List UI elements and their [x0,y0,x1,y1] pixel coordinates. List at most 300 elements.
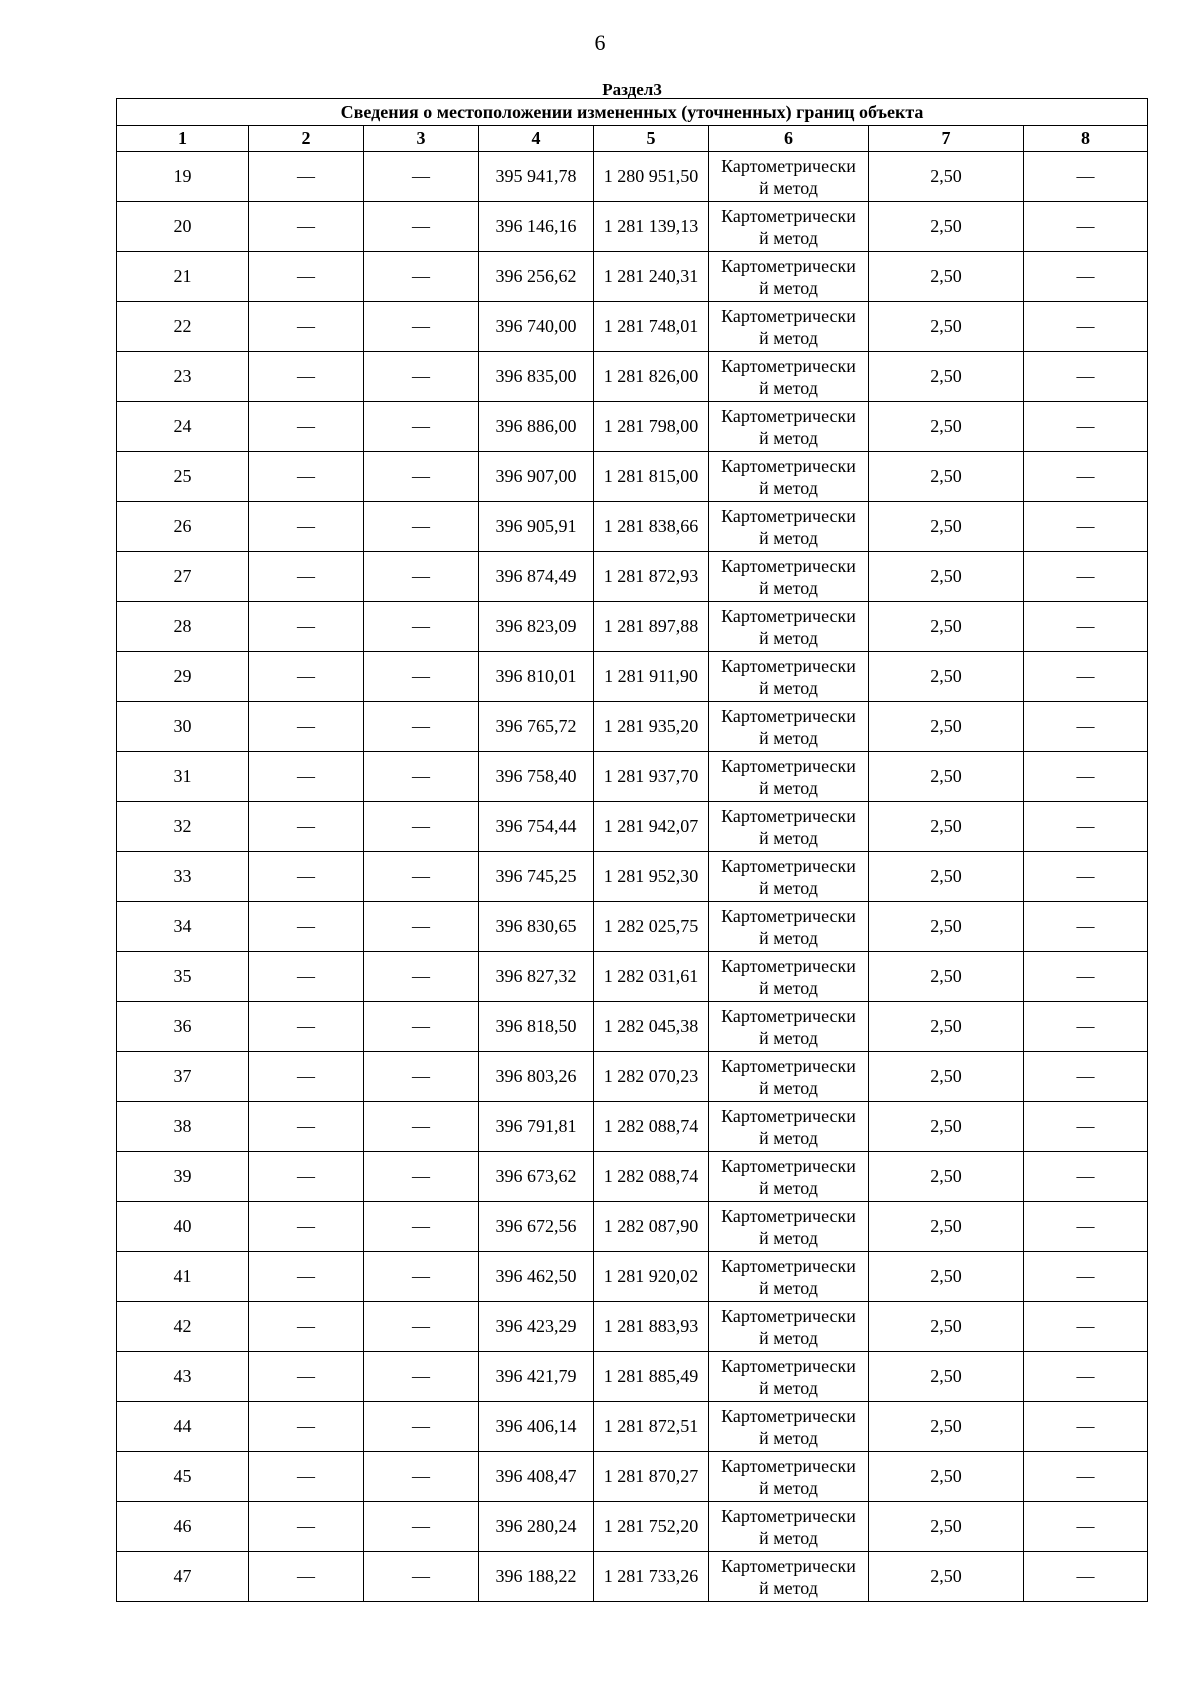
point-number-cell: 45 [117,1452,249,1502]
method-line-1: Картометрически [721,955,856,976]
x-coordinate-cell: 396 406,14 [479,1402,594,1452]
point-number-cell: 44 [117,1402,249,1452]
boundaries-table [116,80,1148,1602]
method-line-1: Картометрически [721,1355,856,1376]
y-coordinate-cell: 1 281 872,51 [594,1402,709,1452]
point-number-cell: 47 [117,1552,249,1602]
method-line-2: й метод [759,777,818,798]
y-coordinate-cell: 1 281 920,02 [594,1252,709,1302]
y-coordinate-cell: 1 281 815,00 [594,452,709,502]
method-line-1: Картометрически [721,555,856,576]
column-header: 2 [249,126,364,152]
col2-cell: — [249,302,364,352]
y-coordinate-cell: 1 280 951,50 [594,152,709,202]
method-cell [709,1302,869,1352]
accuracy-cell: 2,50 [869,1452,1024,1502]
method-line-1: Картометрически [721,755,856,776]
column-header: 5 [594,126,709,152]
table-row [117,502,1148,552]
col3-cell: — [364,152,479,202]
accuracy-cell: 2,50 [869,502,1024,552]
point-number-cell: 25 [117,452,249,502]
point-number-cell: 38 [117,1102,249,1152]
table-row [117,952,1148,1002]
col8-cell: — [1024,352,1148,402]
method-line-2: й метод [759,277,818,298]
section-title: Раздел3 [117,80,1148,99]
x-coordinate-cell: 396 188,22 [479,1552,594,1602]
col2-cell: — [249,1152,364,1202]
method-line-1: Картометрически [721,855,856,876]
x-coordinate-cell: 396 835,00 [479,352,594,402]
accuracy-cell: 2,50 [869,802,1024,852]
method-line-1: Картометрически [721,1305,856,1326]
col3-cell: — [364,1152,479,1202]
col2-cell: — [249,1552,364,1602]
col8-cell: — [1024,302,1148,352]
col3-cell: — [364,802,479,852]
table-row [117,1252,1148,1302]
method-cell [709,902,869,952]
col3-cell: — [364,1252,479,1302]
page-number: 6 [594,30,606,55]
point-number-cell: 19 [117,152,249,202]
col3-cell: — [364,452,479,502]
point-number-cell: 21 [117,252,249,302]
y-coordinate-cell: 1 281 870,27 [594,1452,709,1502]
method-line-1: Картометрически [721,505,856,526]
col3-cell: — [364,902,479,952]
col2-cell: — [249,1052,364,1102]
method-line-1: Картометрически [721,605,856,626]
col8-cell: — [1024,1502,1148,1552]
table-row [117,1102,1148,1152]
accuracy-cell: 2,50 [869,552,1024,602]
x-coordinate-cell: 396 408,47 [479,1452,594,1502]
point-number-cell: 30 [117,702,249,752]
col3-cell: — [364,1452,479,1502]
method-cell [709,452,869,502]
x-coordinate-cell: 396 818,50 [479,1002,594,1052]
col3-cell: — [364,702,479,752]
col8-cell: — [1024,1452,1148,1502]
col3-cell: — [364,302,479,352]
accuracy-cell: 2,50 [869,752,1024,802]
method-cell [709,1002,869,1052]
x-coordinate-cell: 396 256,62 [479,252,594,302]
method-line-1: Картометрически [721,155,856,176]
table-row [117,752,1148,802]
x-coordinate-cell: 396 827,32 [479,952,594,1002]
method-cell [709,1102,869,1152]
accuracy-cell: 2,50 [869,202,1024,252]
y-coordinate-cell: 1 281 752,20 [594,1502,709,1552]
column-header: 4 [479,126,594,152]
y-coordinate-cell: 1 281 240,31 [594,252,709,302]
col3-cell: — [364,752,479,802]
col8-cell: — [1024,1352,1148,1402]
x-coordinate-cell: 396 874,49 [479,552,594,602]
col2-cell: — [249,602,364,652]
y-coordinate-cell: 1 281 838,66 [594,502,709,552]
col8-cell: — [1024,1402,1148,1452]
method-line-2: й метод [759,177,818,198]
table-row [117,852,1148,902]
accuracy-cell: 2,50 [869,1502,1024,1552]
table-row [117,252,1148,302]
accuracy-cell: 2,50 [869,402,1024,452]
y-coordinate-cell: 1 282 088,74 [594,1102,709,1152]
method-line-1: Картометрически [721,455,856,476]
point-number-cell: 24 [117,402,249,452]
col8-cell: — [1024,752,1148,802]
accuracy-cell: 2,50 [869,1202,1024,1252]
col8-cell: — [1024,1052,1148,1102]
x-coordinate-cell: 396 886,00 [479,402,594,452]
method-cell [709,302,869,352]
col2-cell: — [249,1252,364,1302]
accuracy-cell: 2,50 [869,452,1024,502]
method-line-2: й метод [759,1027,818,1048]
method-line-2: й метод [759,1427,818,1448]
method-line-1: Картометрически [721,1255,856,1276]
col2-cell: — [249,1002,364,1052]
col3-cell: — [364,1002,479,1052]
accuracy-cell: 2,50 [869,702,1024,752]
col8-cell: — [1024,1152,1148,1202]
method-cell [709,1552,869,1602]
method-cell [709,402,869,452]
method-line-2: й метод [759,927,818,948]
method-line-1: Картометрически [721,1455,856,1476]
accuracy-cell: 2,50 [869,602,1024,652]
method-cell [709,152,869,202]
method-line-2: й метод [759,1527,818,1548]
point-number-cell: 37 [117,1052,249,1102]
method-cell [709,702,869,752]
col3-cell: — [364,502,479,552]
point-number-cell: 35 [117,952,249,1002]
col3-cell: — [364,852,479,902]
table-row [117,352,1148,402]
accuracy-cell: 2,50 [869,1152,1024,1202]
table-row [117,902,1148,952]
col2-cell: — [249,202,364,252]
method-line-2: й метод [759,1327,818,1348]
col8-cell: — [1024,152,1148,202]
table-row [117,202,1148,252]
table-row [117,1152,1148,1202]
x-coordinate-cell: 396 803,26 [479,1052,594,1102]
method-cell [709,1502,869,1552]
table-row [117,1452,1148,1502]
col2-cell: — [249,452,364,502]
method-cell [709,502,869,552]
col3-cell: — [364,652,479,702]
col2-cell: — [249,802,364,852]
method-line-1: Картометрически [721,905,856,926]
table-row [117,302,1148,352]
method-cell [709,752,869,802]
method-line-2: й метод [759,1127,818,1148]
accuracy-cell: 2,50 [869,302,1024,352]
col3-cell: — [364,202,479,252]
column-header-row [117,126,1148,152]
col8-cell: — [1024,802,1148,852]
col2-cell: — [249,552,364,602]
method-line-2: й метод [759,827,818,848]
y-coordinate-cell: 1 282 087,90 [594,1202,709,1252]
method-line-2: й метод [759,1277,818,1298]
accuracy-cell: 2,50 [869,652,1024,702]
col3-cell: — [364,1202,479,1252]
x-coordinate-cell: 395 941,78 [479,152,594,202]
method-cell [709,352,869,402]
method-line-1: Картометрически [721,355,856,376]
method-line-1: Картометрически [721,1105,856,1126]
col8-cell: — [1024,1102,1148,1152]
method-line-2: й метод [759,427,818,448]
table-row [117,1552,1148,1602]
table-row [117,702,1148,752]
col8-cell: — [1024,1302,1148,1352]
x-coordinate-cell: 396 745,25 [479,852,594,902]
col8-cell: — [1024,402,1148,452]
x-coordinate-cell: 396 791,81 [479,1102,594,1152]
y-coordinate-cell: 1 281 935,20 [594,702,709,752]
method-cell [709,1052,869,1102]
x-coordinate-cell: 396 740,00 [479,302,594,352]
accuracy-cell: 2,50 [869,1552,1024,1602]
method-line-2: й метод [759,577,818,598]
method-line-1: Картометрически [721,255,856,276]
col2-cell: — [249,652,364,702]
accuracy-cell: 2,50 [869,852,1024,902]
column-header: 7 [869,126,1024,152]
col2-cell: — [249,252,364,302]
accuracy-cell: 2,50 [869,352,1024,402]
col8-cell: — [1024,702,1148,752]
col2-cell: — [249,1302,364,1352]
col8-cell: — [1024,952,1148,1002]
x-coordinate-cell: 396 810,01 [479,652,594,702]
x-coordinate-cell: 396 765,72 [479,702,594,752]
point-number-cell: 42 [117,1302,249,1352]
method-line-1: Картометрически [721,1155,856,1176]
col8-cell: — [1024,502,1148,552]
method-line-2: й метод [759,1227,818,1248]
col3-cell: — [364,1352,479,1402]
table-row [117,802,1148,852]
point-number-cell: 36 [117,1002,249,1052]
method-line-1: Картометрически [721,1005,856,1026]
col8-cell: — [1024,902,1148,952]
method-line-1: Картометрически [721,305,856,326]
method-line-1: Картометрически [721,205,856,226]
col2-cell: — [249,1502,364,1552]
y-coordinate-cell: 1 281 952,30 [594,852,709,902]
point-number-cell: 41 [117,1252,249,1302]
x-coordinate-cell: 396 754,44 [479,802,594,852]
accuracy-cell: 2,50 [869,1352,1024,1402]
point-number-cell: 28 [117,602,249,652]
table-row [117,652,1148,702]
col2-cell: — [249,702,364,752]
col8-cell: — [1024,652,1148,702]
col2-cell: — [249,952,364,1002]
col3-cell: — [364,1052,479,1102]
point-number-cell: 33 [117,852,249,902]
y-coordinate-cell: 1 281 798,00 [594,402,709,452]
col8-cell: — [1024,252,1148,302]
method-line-2: й метод [759,377,818,398]
col8-cell: — [1024,1552,1148,1602]
method-cell [709,552,869,602]
method-line-2: й метод [759,477,818,498]
point-number-cell: 40 [117,1202,249,1252]
col2-cell: — [249,152,364,202]
method-line-2: й метод [759,677,818,698]
col8-cell: — [1024,1202,1148,1252]
column-header: 1 [117,126,249,152]
x-coordinate-cell: 396 280,24 [479,1502,594,1552]
method-line-2: й метод [759,977,818,998]
col2-cell: — [249,1352,364,1402]
method-line-2: й метод [759,627,818,648]
col8-cell: — [1024,1252,1148,1302]
col2-cell: — [249,1102,364,1152]
point-number-cell: 43 [117,1352,249,1402]
table-row [117,1402,1148,1452]
method-line-2: й метод [759,527,818,548]
method-cell [709,1402,869,1452]
method-cell [709,202,869,252]
table-row [117,1352,1148,1402]
method-cell [709,852,869,902]
col3-cell: — [364,352,479,402]
point-number-cell: 22 [117,302,249,352]
method-line-1: Картометрически [721,1205,856,1226]
accuracy-cell: 2,50 [869,902,1024,952]
col8-cell: — [1024,552,1148,602]
y-coordinate-cell: 1 282 070,23 [594,1052,709,1102]
table-row [117,602,1148,652]
col8-cell: — [1024,852,1148,902]
method-line-2: й метод [759,877,818,898]
col3-cell: — [364,252,479,302]
accuracy-cell: 2,50 [869,1052,1024,1102]
col3-cell: — [364,1102,479,1152]
table-body [117,152,1148,1602]
column-header: 6 [709,126,869,152]
col3-cell: — [364,1302,479,1352]
col2-cell: — [249,1452,364,1502]
col8-cell: — [1024,202,1148,252]
col2-cell: — [249,1202,364,1252]
method-line-1: Картометрически [721,1055,856,1076]
method-line-2: й метод [759,1077,818,1098]
col2-cell: — [249,852,364,902]
method-cell [709,1252,869,1302]
x-coordinate-cell: 396 823,09 [479,602,594,652]
col2-cell: — [249,352,364,402]
method-cell [709,1352,869,1402]
x-coordinate-cell: 396 907,00 [479,452,594,502]
accuracy-cell: 2,50 [869,1402,1024,1452]
y-coordinate-cell: 1 281 885,49 [594,1352,709,1402]
accuracy-cell: 2,50 [869,252,1024,302]
x-coordinate-cell: 396 146,16 [479,202,594,252]
method-cell [709,1452,869,1502]
y-coordinate-cell: 1 281 872,93 [594,552,709,602]
y-coordinate-cell: 1 281 911,90 [594,652,709,702]
method-line-1: Картометрически [721,1405,856,1426]
y-coordinate-cell: 1 282 045,38 [594,1002,709,1052]
x-coordinate-cell: 396 673,62 [479,1152,594,1202]
accuracy-cell: 2,50 [869,952,1024,1002]
method-line-2: й метод [759,1477,818,1498]
method-line-2: й метод [759,727,818,748]
method-line-2: й метод [759,327,818,348]
col3-cell: — [364,1502,479,1552]
table-row [117,552,1148,602]
x-coordinate-cell: 396 672,56 [479,1202,594,1252]
x-coordinate-cell: 396 905,91 [479,502,594,552]
y-coordinate-cell: 1 281 826,00 [594,352,709,402]
col3-cell: — [364,602,479,652]
col2-cell: — [249,502,364,552]
table-row [117,1052,1148,1102]
method-cell [709,252,869,302]
method-line-1: Картометрически [721,655,856,676]
point-number-cell: 39 [117,1152,249,1202]
col3-cell: — [364,1402,479,1452]
table-row [117,452,1148,502]
method-line-2: й метод [759,1577,818,1598]
y-coordinate-cell: 1 281 883,93 [594,1302,709,1352]
method-line-1: Картометрически [721,1505,856,1526]
method-line-1: Картометрически [721,805,856,826]
table-title: Сведения о местоположении измененных (уточненных) границ объекта [117,99,1148,126]
accuracy-cell: 2,50 [869,152,1024,202]
y-coordinate-cell: 1 282 031,61 [594,952,709,1002]
col2-cell: — [249,1402,364,1452]
table-row [117,1002,1148,1052]
col8-cell: — [1024,1002,1148,1052]
y-coordinate-cell: 1 281 937,70 [594,752,709,802]
table-row [117,1502,1148,1552]
col2-cell: — [249,752,364,802]
point-number-cell: 20 [117,202,249,252]
method-line-1: Картометрически [721,705,856,726]
table-row [117,1202,1148,1252]
point-number-cell: 31 [117,752,249,802]
table-row [117,1302,1148,1352]
col3-cell: — [364,552,479,602]
accuracy-cell: 2,50 [869,1302,1024,1352]
col8-cell: — [1024,452,1148,502]
y-coordinate-cell: 1 281 748,01 [594,302,709,352]
method-line-2: й метод [759,1377,818,1398]
method-cell [709,952,869,1002]
method-cell [709,802,869,852]
col3-cell: — [364,952,479,1002]
point-number-cell: 23 [117,352,249,402]
method-line-1: Картометрически [721,1555,856,1576]
x-coordinate-cell: 396 830,65 [479,902,594,952]
column-header: 3 [364,126,479,152]
x-coordinate-cell: 396 421,79 [479,1352,594,1402]
